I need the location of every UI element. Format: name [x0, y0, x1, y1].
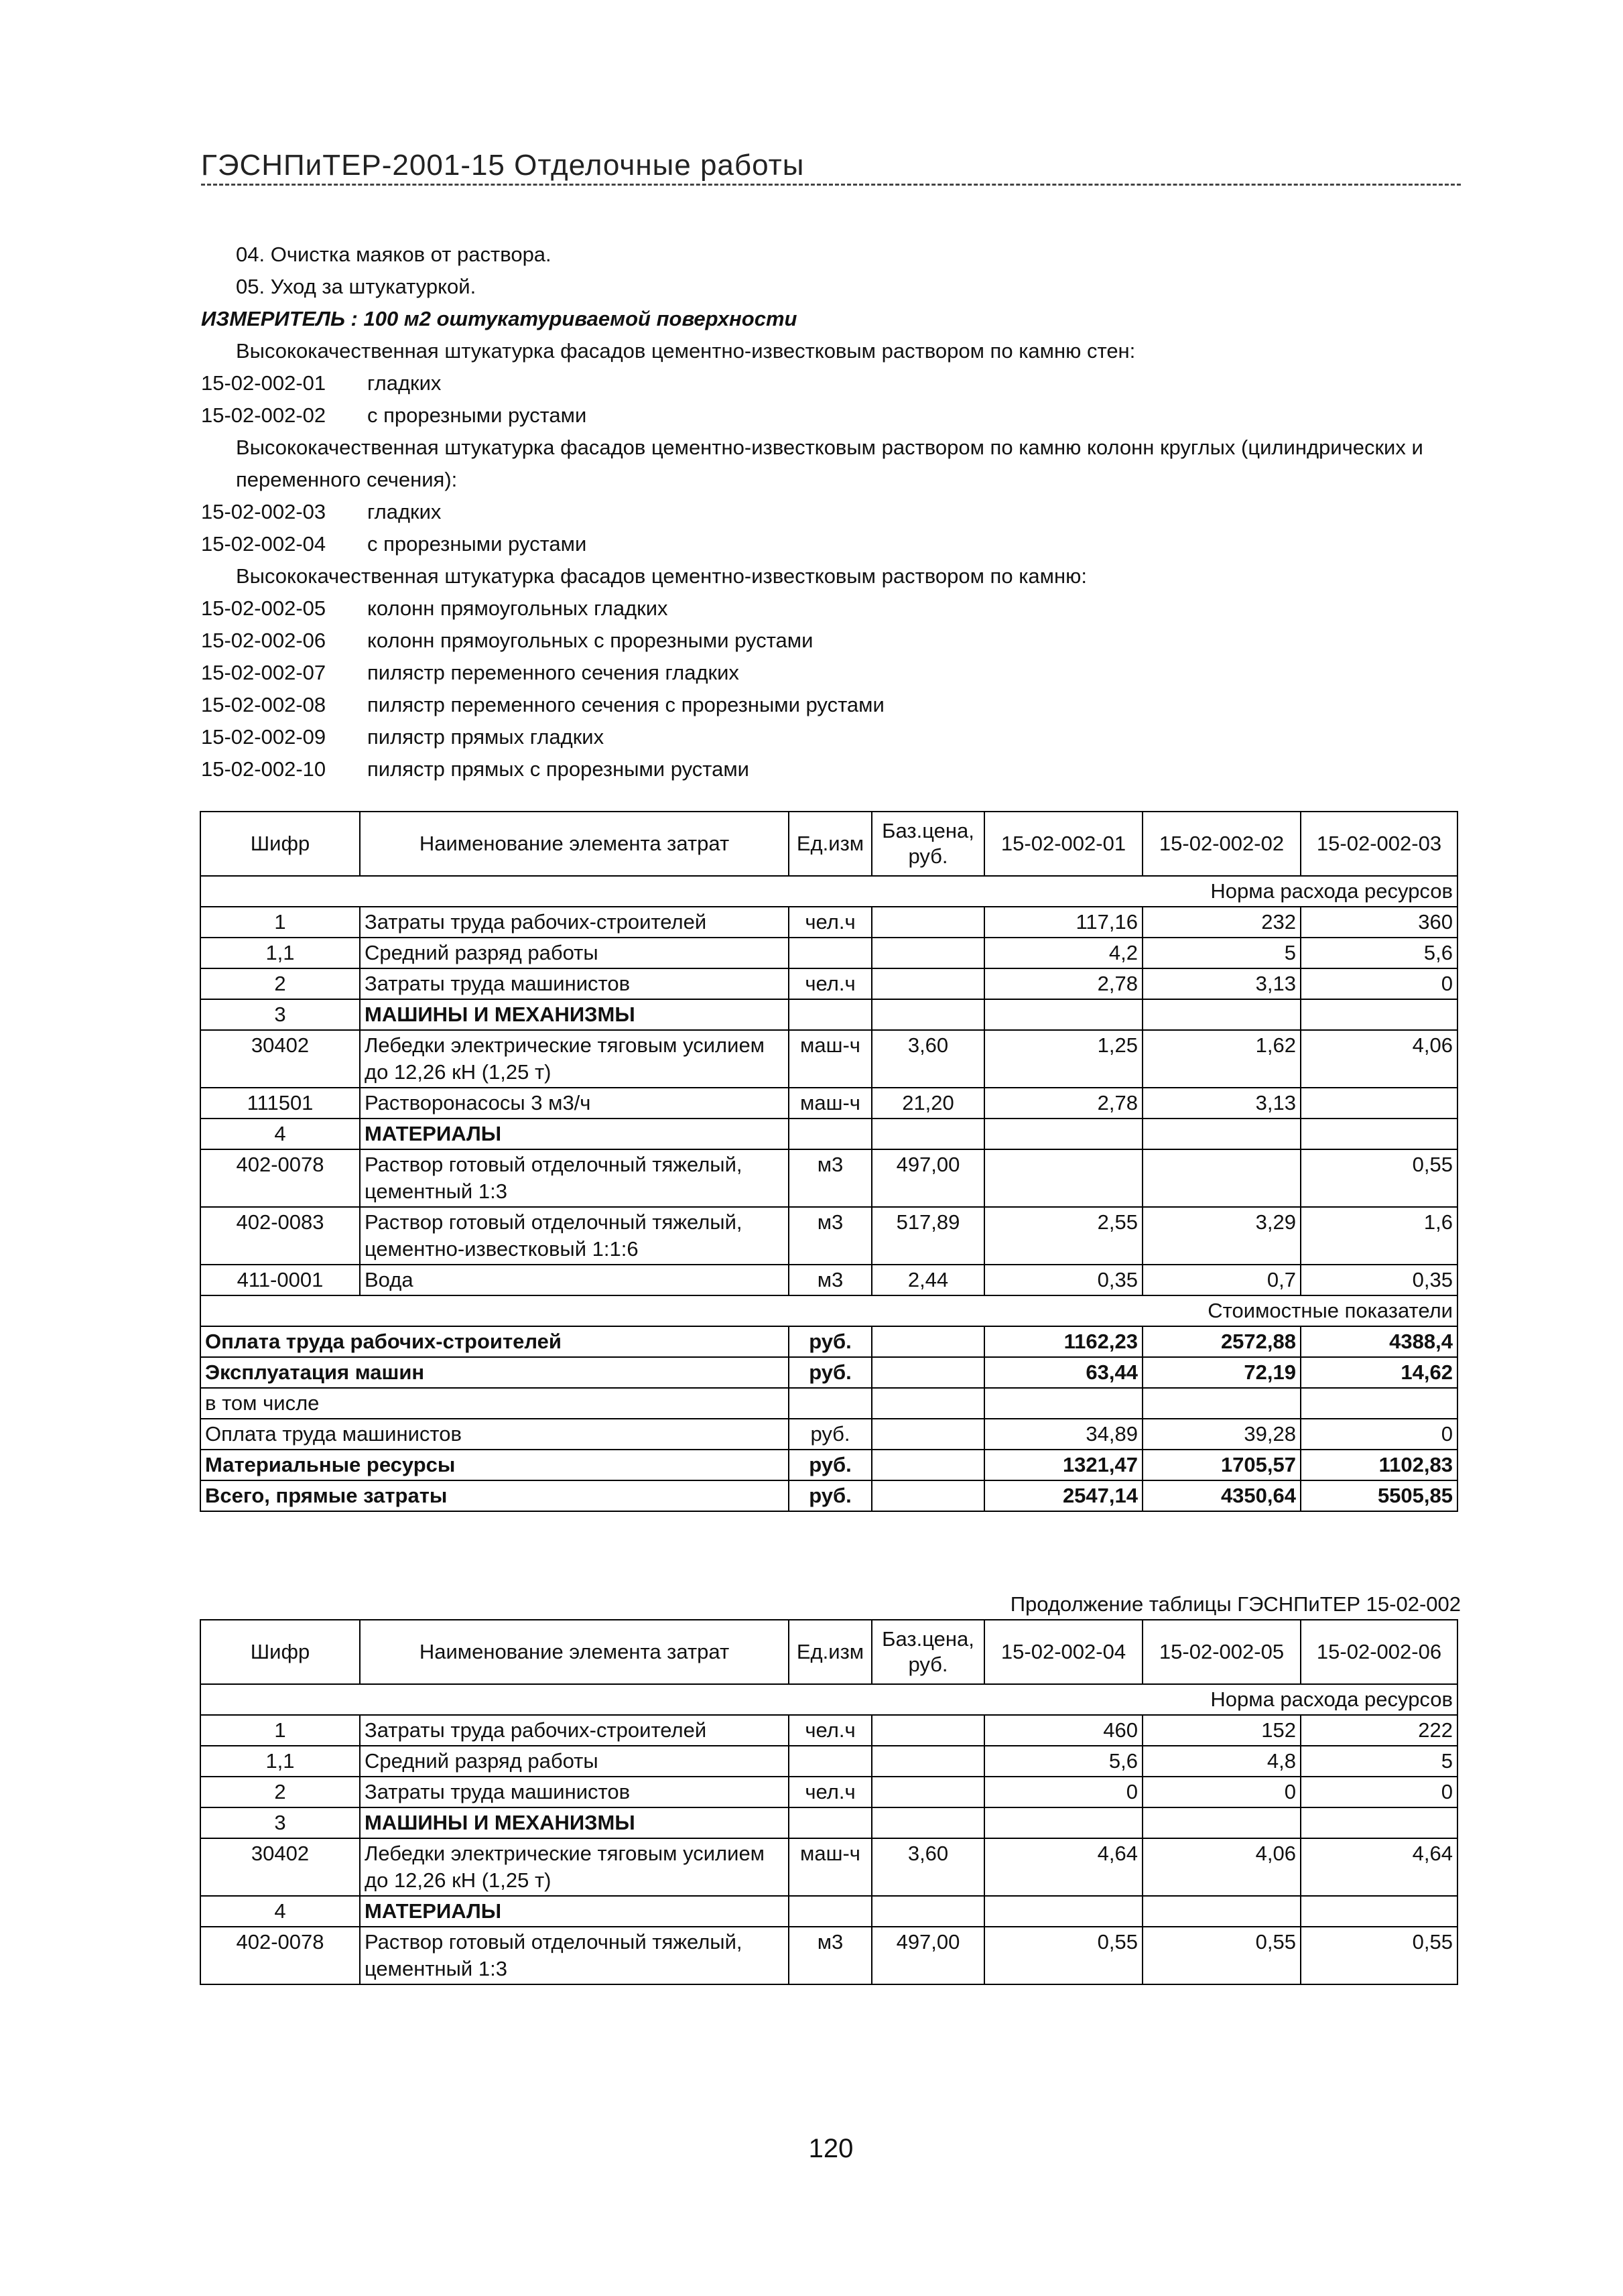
row-value: 4,06	[1143, 1838, 1301, 1896]
cost-value: 34,89	[984, 1419, 1143, 1450]
header-work-code: 15-02-002-04	[984, 1620, 1143, 1684]
cost-value: 1102,83	[1301, 1450, 1457, 1480]
measure-unit: ИЗМЕРИТЕЛЬ : 100 м2 оштукатуриваемой поверхности	[201, 307, 797, 330]
row-value	[1143, 999, 1301, 1030]
intro-text	[201, 239, 1468, 785]
row-price: 2,44	[872, 1265, 984, 1295]
row-value	[1301, 1807, 1457, 1838]
table-row	[200, 999, 1457, 1030]
row-name: МАТЕРИАЛЫ	[360, 1896, 789, 1927]
row-price: 497,00	[872, 1927, 984, 1984]
row-unit: чел.ч	[789, 1777, 872, 1807]
cost-value: 1321,47	[984, 1450, 1143, 1480]
row-code: 2	[200, 1777, 360, 1807]
row-value: 5,6	[984, 1746, 1143, 1777]
row-value: 3,29	[1143, 1207, 1301, 1265]
cost-price	[872, 1326, 984, 1357]
cost-name: в том числе	[200, 1388, 789, 1419]
header-work-code: 15-02-002-06	[1301, 1620, 1457, 1684]
header-unit: Ед.изм	[789, 1620, 872, 1684]
row-value: 0,55	[1301, 1927, 1457, 1984]
row-name: Раствор готовый отделочный тяжелый, цементный 1:3	[360, 1927, 789, 1984]
table-row	[200, 1088, 1457, 1119]
row-code: 2	[200, 968, 360, 999]
header-work-code: 15-02-002-03	[1301, 812, 1457, 876]
row-unit: маш-ч	[789, 1838, 872, 1896]
row-value: 152	[1143, 1715, 1301, 1746]
row-name: Вода	[360, 1265, 789, 1295]
cost-section-row-label: Стоимостные показатели	[200, 1295, 1457, 1326]
group-walls: Высококачественная штукатурка фасадов цементно-известковым раствором по камню стен:	[236, 339, 1136, 363]
row-name: Затраты труда машинистов	[360, 968, 789, 999]
work-name: гладких	[367, 371, 442, 395]
row-value	[1143, 1896, 1301, 1927]
row-value: 117,16	[984, 907, 1143, 938]
cost-name: Материальные ресурсы	[200, 1450, 789, 1480]
row-code: 111501	[200, 1088, 360, 1119]
row-unit: маш-ч	[789, 1088, 872, 1119]
row-name: Средний разряд работы	[360, 938, 789, 968]
row-value: 0,55	[1143, 1927, 1301, 1984]
row-code: 3	[200, 999, 360, 1030]
code-row	[201, 625, 1468, 657]
row-name: Средний разряд работы	[360, 1746, 789, 1777]
cost-row	[200, 1326, 1457, 1357]
row-code: 1,1	[200, 1746, 360, 1777]
cost-value	[1301, 1388, 1457, 1419]
work-name: с прорезными рустами	[367, 532, 587, 556]
code-row	[201, 496, 1468, 528]
code-row	[201, 721, 1468, 753]
row-unit: м3	[789, 1207, 872, 1265]
table-row	[200, 1265, 1457, 1295]
cost-value: 39,28	[1143, 1419, 1301, 1450]
row-price	[872, 968, 984, 999]
table-header-row	[200, 812, 1457, 876]
step-05: 05. Уход за штукатуркой.	[236, 275, 476, 298]
cost-row	[200, 1419, 1457, 1450]
row-value	[1301, 999, 1457, 1030]
row-value	[1143, 1119, 1301, 1149]
row-code: 30402	[200, 1030, 360, 1088]
row-value: 360	[1301, 907, 1457, 938]
step-04: 04. Очистка маяков от раствора.	[236, 243, 551, 266]
cost-unit: руб.	[789, 1326, 872, 1357]
cost-value	[984, 1388, 1143, 1419]
row-code: 4	[200, 1119, 360, 1149]
work-code: 15-02-002-05	[201, 596, 326, 620]
cost-value: 2547,14	[984, 1480, 1143, 1511]
table-row	[200, 938, 1457, 968]
table-row	[200, 1119, 1457, 1149]
row-value	[1301, 1896, 1457, 1927]
cost-price	[872, 1480, 984, 1511]
work-name: пилястр переменного сечения гладких	[367, 661, 739, 684]
row-code: 402-0083	[200, 1207, 360, 1265]
table-row	[200, 1927, 1457, 1984]
row-price	[872, 1896, 984, 1927]
row-unit: м3	[789, 1927, 872, 1984]
work-code: 15-02-002-08	[201, 693, 326, 716]
cost-name: Оплата труда рабочих-строителей	[200, 1326, 789, 1357]
row-price	[872, 907, 984, 938]
row-value: 1,62	[1143, 1030, 1301, 1088]
row-value	[1301, 1119, 1457, 1149]
row-unit: м3	[789, 1265, 872, 1295]
table-row	[200, 968, 1457, 999]
table-row	[200, 1715, 1457, 1746]
row-name: Затраты труда рабочих-строителей	[360, 1715, 789, 1746]
row-unit	[789, 1746, 872, 1777]
work-name: колонн прямоугольных гладких	[367, 596, 668, 620]
row-value: 4,64	[984, 1838, 1143, 1896]
row-value	[1143, 1149, 1301, 1207]
table-row	[200, 1807, 1457, 1838]
cost-name: Эксплуатация машин	[200, 1357, 789, 1388]
row-code: 1	[200, 1715, 360, 1746]
row-price	[872, 938, 984, 968]
cost-name: Оплата труда машинистов	[200, 1419, 789, 1450]
row-value: 232	[1143, 907, 1301, 938]
row-name: Растворонасосы 3 м3/ч	[360, 1088, 789, 1119]
page-header: ГЭСНПиТЕР-2001-15 Отделочные работы	[201, 149, 805, 182]
row-unit: м3	[789, 1149, 872, 1207]
cost-value: 4350,64	[1143, 1480, 1301, 1511]
row-code: 1,1	[200, 938, 360, 968]
row-name: Затраты труда машинистов	[360, 1777, 789, 1807]
row-value: 4,06	[1301, 1030, 1457, 1088]
header-work-code: 15-02-002-01	[984, 812, 1143, 876]
row-name: Затраты труда рабочих-строителей	[360, 907, 789, 938]
row-value: 0,55	[984, 1927, 1143, 1984]
row-value: 0	[984, 1777, 1143, 1807]
row-value: 222	[1301, 1715, 1457, 1746]
row-value: 0,7	[1143, 1265, 1301, 1295]
row-value: 3,13	[1143, 968, 1301, 999]
row-name: Лебедки электрические тяговым усилием до 12,26 кН (1,25 т)	[360, 1838, 789, 1896]
work-code: 15-02-002-02	[201, 403, 326, 427]
row-name: МАШИНЫ И МЕХАНИЗМЫ	[360, 999, 789, 1030]
work-code: 15-02-002-07	[201, 661, 326, 684]
row-value: 5	[1301, 1746, 1457, 1777]
cost-unit: руб.	[789, 1419, 872, 1450]
cost-value: 1705,57	[1143, 1450, 1301, 1480]
row-value: 1,25	[984, 1030, 1143, 1088]
row-code: 4	[200, 1896, 360, 1927]
group-round-columns: Высококачественная штукатурка фасадов цементно-известковым раствором по камню колонн круглых (цилиндрических и переменного сечения):	[236, 436, 1423, 491]
row-value: 2,78	[984, 968, 1143, 999]
row-unit: маш-ч	[789, 1030, 872, 1088]
norms-table-2	[200, 1619, 1458, 1985]
header-work-code: 15-02-002-02	[1143, 812, 1301, 876]
row-price: 517,89	[872, 1207, 984, 1265]
row-value: 0,35	[984, 1265, 1143, 1295]
row-name: МАШИНЫ И МЕХАНИЗМЫ	[360, 1807, 789, 1838]
cost-row	[200, 1480, 1457, 1511]
cost-value: 63,44	[984, 1357, 1143, 1388]
norms-table-1	[200, 811, 1458, 1512]
row-value: 5,6	[1301, 938, 1457, 968]
cost-unit: руб.	[789, 1357, 872, 1388]
work-name: с прорезными рустами	[367, 403, 587, 427]
cost-name: Всего, прямые затраты	[200, 1480, 789, 1511]
header-work-code: 15-02-002-05	[1143, 1620, 1301, 1684]
header-name: Наименование элемента затрат	[360, 812, 789, 876]
cost-value: 0	[1301, 1419, 1457, 1450]
row-code: 402-0078	[200, 1149, 360, 1207]
row-value: 4,8	[1143, 1746, 1301, 1777]
cost-price	[872, 1419, 984, 1450]
work-code: 15-02-002-01	[201, 371, 326, 395]
row-value	[984, 1149, 1143, 1207]
row-value: 4,2	[984, 938, 1143, 968]
code-row	[201, 657, 1468, 689]
group-stone: Высококачественная штукатурка фасадов цементно-известковым раствором по камню:	[236, 564, 1087, 588]
table-row	[200, 907, 1457, 938]
row-price: 3,60	[872, 1838, 984, 1896]
row-value: 0	[1301, 1777, 1457, 1807]
cost-value: 72,19	[1143, 1357, 1301, 1388]
cost-value: 5505,85	[1301, 1480, 1457, 1511]
norm-section-row	[200, 1684, 1457, 1715]
cost-row	[200, 1450, 1457, 1480]
table-row	[200, 1207, 1457, 1265]
cost-section-row	[200, 1295, 1457, 1326]
table-row	[200, 1896, 1457, 1927]
row-unit: чел.ч	[789, 968, 872, 999]
row-name: МАТЕРИАЛЫ	[360, 1119, 789, 1149]
row-unit	[789, 1119, 872, 1149]
row-value: 0,55	[1301, 1149, 1457, 1207]
row-price	[872, 1777, 984, 1807]
code-row	[201, 592, 1468, 625]
work-code: 15-02-002-09	[201, 725, 326, 749]
work-code: 15-02-002-03	[201, 500, 326, 523]
row-price: 21,20	[872, 1088, 984, 1119]
row-unit	[789, 999, 872, 1030]
row-code: 411-0001	[200, 1265, 360, 1295]
norm-section-row	[200, 876, 1457, 907]
work-name: гладких	[367, 500, 442, 523]
cost-price	[872, 1388, 984, 1419]
work-name: колонн прямоугольных с прорезными рустами	[367, 629, 814, 652]
row-name: Лебедки электрические тяговым усилием до 12,26 кН (1,25 т)	[360, 1030, 789, 1088]
row-price	[872, 1807, 984, 1838]
row-value: 460	[984, 1715, 1143, 1746]
row-value: 0	[1301, 968, 1457, 999]
header-code: Шифр	[200, 812, 360, 876]
header-price: Баз.цена, руб.	[872, 812, 984, 876]
row-price	[872, 999, 984, 1030]
header-code: Шифр	[200, 1620, 360, 1684]
table-row	[200, 1838, 1457, 1896]
row-name: Раствор готовый отделочный тяжелый, цементный 1:3	[360, 1149, 789, 1207]
row-price	[872, 1119, 984, 1149]
continuation-title: Продолжение таблицы ГЭСНПиТЕР 15-02-002	[1010, 1592, 1461, 1616]
cost-unit: руб.	[789, 1480, 872, 1511]
row-value	[1143, 1807, 1301, 1838]
row-code: 3	[200, 1807, 360, 1838]
norm-section-row-label: Норма расхода ресурсов	[200, 876, 1457, 907]
code-row	[201, 689, 1468, 721]
row-price: 497,00	[872, 1149, 984, 1207]
table-header-row	[200, 1620, 1457, 1684]
row-price	[872, 1746, 984, 1777]
row-value	[984, 1119, 1143, 1149]
cost-row	[200, 1357, 1457, 1388]
cost-unit: руб.	[789, 1450, 872, 1480]
row-code: 402-0078	[200, 1927, 360, 1984]
page-number: 120	[808, 2134, 854, 2163]
row-value	[984, 999, 1143, 1030]
work-name: пилястр переменного сечения с прорезными рустами	[367, 693, 885, 716]
work-code: 15-02-002-10	[201, 757, 326, 781]
row-unit	[789, 1807, 872, 1838]
row-unit	[789, 938, 872, 968]
cost-value	[1143, 1388, 1301, 1419]
cost-price	[872, 1357, 984, 1388]
row-unit: чел.ч	[789, 907, 872, 938]
row-price	[872, 1715, 984, 1746]
row-value	[1301, 1088, 1457, 1119]
row-code: 30402	[200, 1838, 360, 1896]
table-row	[200, 1746, 1457, 1777]
cost-price	[872, 1450, 984, 1480]
work-code: 15-02-002-06	[201, 629, 326, 652]
row-value: 2,78	[984, 1088, 1143, 1119]
work-name: пилястр прямых с прорезными рустами	[367, 757, 750, 781]
table-row	[200, 1030, 1457, 1088]
row-value	[984, 1896, 1143, 1927]
row-price: 3,60	[872, 1030, 984, 1088]
cost-row	[200, 1388, 1457, 1419]
cost-value: 4388,4	[1301, 1326, 1457, 1357]
cost-value: 14,62	[1301, 1357, 1457, 1388]
row-value	[984, 1807, 1143, 1838]
header-name: Наименование элемента затрат	[360, 1620, 789, 1684]
row-value: 5	[1143, 938, 1301, 968]
table-row	[200, 1777, 1457, 1807]
row-value: 3,13	[1143, 1088, 1301, 1119]
cost-value: 2572,88	[1143, 1326, 1301, 1357]
cost-unit	[789, 1388, 872, 1419]
row-unit: чел.ч	[789, 1715, 872, 1746]
norm-section-row-label: Норма расхода ресурсов	[200, 1684, 1457, 1715]
row-unit	[789, 1896, 872, 1927]
work-name: пилястр прямых гладких	[367, 725, 604, 749]
code-row	[201, 367, 1468, 399]
code-row	[201, 528, 1468, 560]
header-rule	[201, 184, 1461, 186]
header-unit: Ед.изм	[789, 812, 872, 876]
row-name: Раствор готовый отделочный тяжелый, цементно-известковый 1:1:6	[360, 1207, 789, 1265]
cost-value: 1162,23	[984, 1326, 1143, 1357]
code-row	[201, 399, 1468, 432]
row-value: 4,64	[1301, 1838, 1457, 1896]
row-value: 1,6	[1301, 1207, 1457, 1265]
row-code: 1	[200, 907, 360, 938]
code-row	[201, 753, 1468, 785]
work-code: 15-02-002-04	[201, 532, 326, 556]
row-value: 0,35	[1301, 1265, 1457, 1295]
table-row	[200, 1149, 1457, 1207]
row-value: 2,55	[984, 1207, 1143, 1265]
row-value: 0	[1143, 1777, 1301, 1807]
header-price: Баз.цена, руб.	[872, 1620, 984, 1684]
